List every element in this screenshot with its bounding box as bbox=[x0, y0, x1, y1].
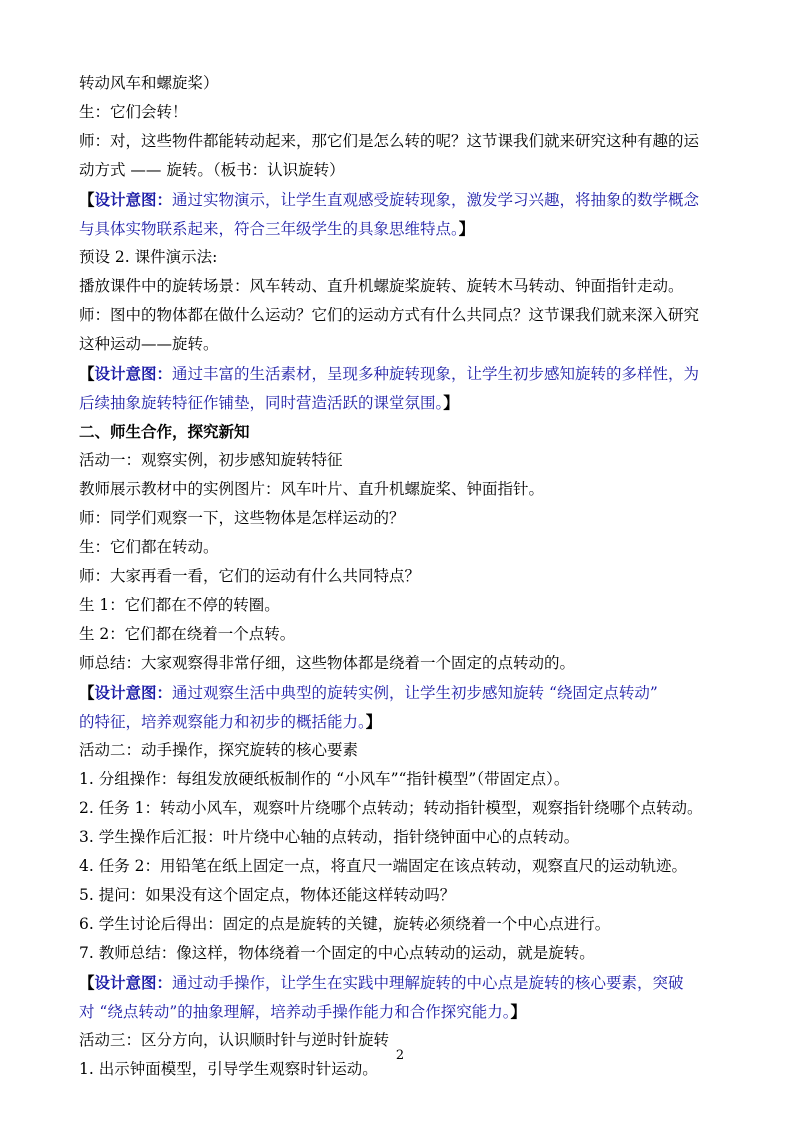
paragraph-line: 教师展示教材中的实例图片：风车叶片、直升机螺旋桨、钟面指针。 bbox=[79, 480, 545, 498]
page-number: 2 bbox=[395, 1048, 405, 1063]
paragraph-line: 生：它们会转！ bbox=[79, 103, 188, 121]
paragraph-line: 1. 出示钟面模型，引导学生观察时针运动。 bbox=[79, 1060, 378, 1078]
paragraph-line: 6. 学生讨论后得出：固定的点是旋转的关键，旋转必须绕着一个中心点进行。 bbox=[79, 915, 611, 933]
paragraph-line: 4. 任务 2：用铅笔在纸上固定一点，将直尺一端固定在该点转动，观察直尺的运动轨迹。 bbox=[79, 857, 688, 875]
paragraph-line: 活动二：动手操作，探究旋转的核心要素 bbox=[79, 741, 359, 759]
design-open-bracket: 【 bbox=[79, 190, 95, 209]
design-intent-text: 通过丰富的生活素材，呈现多种旋转现象，让学生初步感知旋转的多样性，为 bbox=[172, 365, 700, 383]
paragraph-line: 这种运动——旋转。 bbox=[79, 335, 219, 353]
paragraph-line: 师总结：大家观察得非常仔细，这些物体都是绕着一个固定的点转动的。 bbox=[79, 654, 576, 672]
design-intent-text: 与具体实物联系起来，符合三年级学生的具象思维特点。 bbox=[79, 220, 459, 238]
design-intent-label: 设计意图： bbox=[94, 973, 173, 992]
design-intent-text: 通过实物演示，让学生直观感受旋转现象，激发学习兴趣，将抽象的数学概念 bbox=[172, 191, 700, 209]
design-close-bracket: 】 bbox=[458, 219, 475, 238]
paragraph-line: 师：大家再看一看，它们的运动有什么共同特点？ bbox=[79, 567, 421, 585]
design-intent-line bbox=[79, 707, 724, 736]
paragraph-line: 师：图中的物体都在做什么运动？它们的运动方式有什么共同点？这节课我们就来深入研究 bbox=[79, 306, 700, 324]
design-intent-label: 设计意图： bbox=[94, 364, 173, 383]
design-close-bracket: 】 bbox=[510, 1002, 527, 1021]
design-intent-text: 后续抽象旋转特征作铺垫，同时营造活跃的课堂氛围。 bbox=[79, 394, 444, 412]
design-intent-line bbox=[79, 359, 724, 388]
paragraph-line: 生：它们都在转动。 bbox=[79, 538, 219, 556]
paragraph-line: 7. 教师总结：像这样，物体绕着一个固定的中心点转动的运动，就是旋转。 bbox=[79, 944, 595, 962]
paragraph-line: 活动一：观察实例，初步感知旋转特征 bbox=[79, 451, 343, 469]
paragraph-line: 生 2：它们都在绕着一个点转。 bbox=[79, 625, 296, 643]
design-close-bracket: 】 bbox=[443, 393, 459, 412]
paragraph-line: 预设 2. 课件演示法: bbox=[79, 248, 218, 266]
design-intent-line bbox=[79, 388, 724, 417]
paragraph-line: 5. 提问：如果没有这个固定点，物体还能这样转动吗？ bbox=[79, 886, 456, 904]
design-close-bracket: 】 bbox=[365, 712, 382, 731]
document-body bbox=[79, 69, 724, 1084]
design-intent-label: 设计意图： bbox=[94, 190, 173, 209]
design-intent-line bbox=[79, 678, 724, 707]
design-intent-text: 通过动手操作，让学生在实践中理解旋转的中心点是旋转的核心要素，突破 bbox=[172, 974, 684, 992]
design-open-bracket: 【 bbox=[79, 973, 95, 992]
paragraph-line: 活动三：区分方向，认识顺时针与逆时针旋转 bbox=[79, 1031, 390, 1049]
design-intent-text: 通过观察生活中典型的旋转实例，让学生初步感知旋转 “绕固定点转动” bbox=[172, 684, 658, 702]
design-open-bracket: 【 bbox=[79, 683, 95, 702]
design-intent-label: 设计意图： bbox=[94, 683, 173, 702]
paragraph-line: 师：对，这些物件都能转动起来，那它们是怎么转的呢？这节课我们就来研究这种有趣的运 bbox=[79, 132, 700, 150]
paragraph-line: 生 1：它们都在不停的转圈。 bbox=[79, 596, 280, 614]
paragraph-line: 师：同学们观察一下，这些物体是怎样运动的？ bbox=[79, 509, 405, 527]
design-intent-line bbox=[79, 997, 724, 1026]
design-intent-text: 对 “绕点转动”的抽象理解，培养动手操作能力和合作探究能力。 bbox=[79, 1003, 511, 1021]
design-open-bracket: 【 bbox=[79, 364, 95, 383]
section-heading: 二、师生合作，探究新知 bbox=[79, 422, 250, 441]
design-intent-line bbox=[79, 968, 724, 997]
paragraph-line: 1. 分组操作：每组发放硬纸板制作的 “小风车”“指针模型”（带固定点）。 bbox=[79, 770, 570, 788]
paragraph-line: 播放课件中的旋转场景：风车转动、直升机螺旋桨旋转、旋转木马转动、钟面指针走动。 bbox=[79, 277, 684, 295]
design-intent-line bbox=[79, 185, 724, 214]
paragraph-line: 动方式 —— 旋转。（板书：认识旋转） bbox=[79, 161, 345, 179]
design-intent-line bbox=[79, 214, 724, 243]
design-intent-text: 的特征，培养观察能力和初步的概括能力。 bbox=[79, 713, 366, 731]
paragraph-line: 转动风车和螺旋桨） bbox=[79, 74, 219, 92]
paragraph-line: 3. 学生操作后汇报：叶片绕中心轴的点转动，指针绕钟面中心的点转动。 bbox=[79, 828, 580, 846]
paragraph-line: 2. 任务 1：转动小风车，观察叶片绕哪个点转动；转动指针模型，观察指针绕哪个点转动。 bbox=[79, 799, 703, 817]
